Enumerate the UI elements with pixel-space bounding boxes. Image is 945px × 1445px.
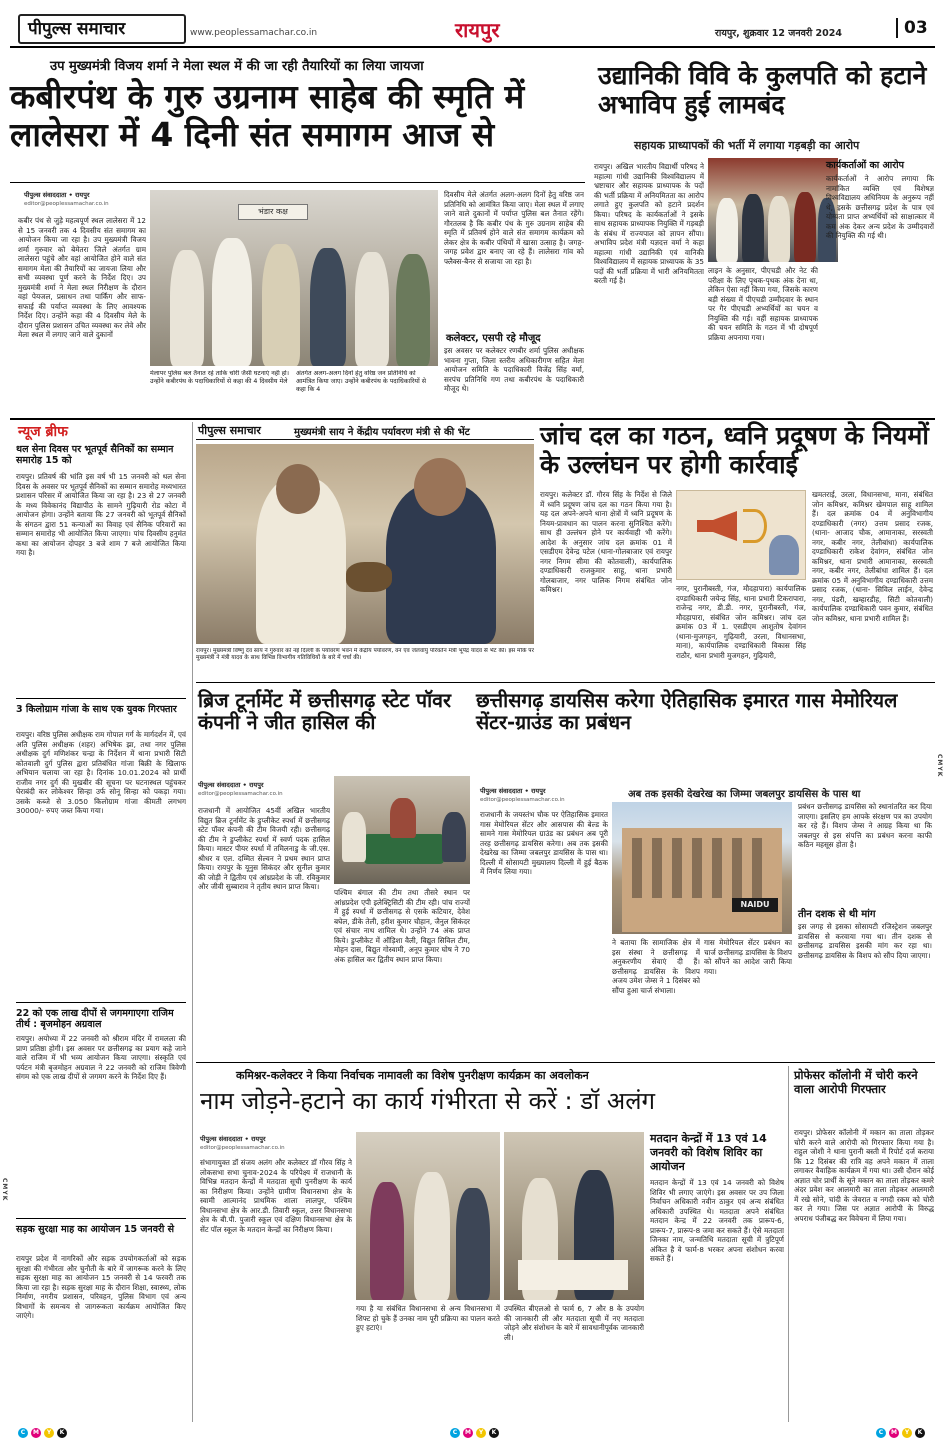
magenta-dot: M — [31, 1428, 41, 1438]
cmyk-marks-center — [450, 1428, 499, 1438]
story1-body-col2: दिवसीय मेले अंतर्गत अलग-अलग दिनों हेतु वरिष्ठ जन प्रतिनिधि को आमंत्रित किया जाए। मेला स्थल में लगाए जाने वाले दुकानों में पर्याप्त पुलिस बल तैनात रहेंगे। गौरतलब है कि कबीर पंथ के गुरु उग्रनाम साहेब की स्मृति में प्रतिवर्ष होने वाले संत समागम कार्यक्रम को लेकर क्षेत्र के कबीर पंथियों में खासा उत्साह है। जगह-जगह प्रवेश द्वार बनाए जा रहे हैं। लालेसरा गांव को फ्लैक्स-बैनर से सजाया जा रहा है। — [444, 190, 584, 266]
person-figure — [262, 244, 300, 366]
story5-body-col2: पश्चिम बंगाल की टीम तथा तीसरे स्थान पर आंध्रप्रदेश एपी इलेक्ट्रिसिटी की टीम रही। पांच राज्यों में हुई स्पर्धा में छत्तीसगढ़ से एसके कटियार, देवेश बघेल, डीके तेली, हरीश कुमार चौहान, जैनुल सिकंदर एवं संचार नाथ शामिल थे। उन्होंने 74 अंक प्राप्त किये। डुप्लीकेट में ऑड़िशा वैली, विद्युत सिविल टीम, मोहन दास, बिद्युत गोस्वामी, अनूप कुमार घोष ने 70 अंक हासिल कर द्वितीय स्थान प्राप्त किया। — [334, 888, 470, 964]
story7-byline: पीपुल्स संवाददाता • रायपुर — [200, 1135, 266, 1143]
story7-body-col2: गया है या संबंधित विधानसभा से अन्य विधानसभा में शिफ्ट हो चुके हैं उनका नाम पूरी प्रक्रिया का पालन करते हुए हटाएं। — [356, 1304, 500, 1332]
register-table — [518, 1260, 628, 1290]
cm-head — [276, 464, 320, 514]
black-dot: K — [489, 1428, 499, 1438]
story1-body-col1: कबीर पंथ से जुड़े महत्वपूर्ण स्थल लालेसरा में 12 से 15 जनवरी तक 4 दिवसीय संत समागम का आयोजन किया जा रहा है। उप मुख्यमंत्री विजय शर्मा गुरुवार को बेमेतरा जिले अंतर्गत ग्राम लालेसरा पहुंचे और वहां आयोजित होने वाले संत समागम मेला की तैयारियों का जायजा लिया और सभी व्यवस्था पूर्ण करने के निर्देश दिए। उप मुख्यमंत्री शर्मा ने मेला स्थल निरीक्षण के दौरान वहां पेयजल, प्रसाधन तथा पार्किंग और साफ-सफाई की पर्याप्त व्यवस्था के लिए आवश्यक निर्देश दिए। उन्होंने कहा की 4 दिवसीय मेले के दौरान पुलिस प्रशासन उचित व्यवस्था कर लेवे और मेला स्थल में लगाए जाने वाले दुकानों — [18, 216, 146, 339]
story6-body-col3: गास मेमोरियल सेंटर प्रबंधन का चार्ज छत्तीसगढ़ डायसिस के विशप को सौंपने का आदेश जारी किया गया। — [704, 938, 792, 976]
story3-banner-brand: पीपुल्स समाचार — [198, 424, 261, 437]
story5-byline: पीपुल्स संवाददाता • रायपुर — [198, 781, 264, 789]
person-figure — [310, 248, 346, 366]
story6-body-col2: ने बताया कि सामाजिक क्षेत्र में इस संस्था ने छत्तीसगढ़ में अनुकरणीय सेवाएं दी हैं। छत्तीसगढ़ डायसिस के विशप अजय उमेश जेम्स ने 1 दिसंबर को सौंपा हुआ चार्ज संभाला। — [612, 938, 700, 995]
story1-byline: पीपुल्स संवाददाता • रायपुर — [24, 191, 90, 199]
masthead — [0, 0, 945, 48]
story6-deck: अब तक इसकी देखरेख का जिम्मा जबलपुर डायसिस के पास था — [628, 789, 861, 800]
crowd-figure — [769, 535, 799, 575]
story-kabirpanth — [10, 54, 590, 416]
building-windows — [632, 838, 772, 898]
story4-illustration — [676, 490, 806, 580]
yellow-dot: Y — [476, 1428, 486, 1438]
story3-banner-title: मुख्यमंत्री साय ने केंद्रीय पर्यावरण मंत्री से की भेंट — [294, 427, 470, 438]
official-figure — [456, 1188, 490, 1300]
story2-sidebar — [826, 158, 934, 412]
story4-body-col3: खमतराई, उरला, विधानसभा, माना, संबंधित जोन कमिश्नर, कमिश्नर खेमपाल साहू शामिल हैं। दल क्रमांक 04 में अनुविभागीय दण्डाधिकारी (नगर) उत्तम प्रसाद रजक, (थाना- आजाद चौक, आमानाका, सरस्वती नगर, कबीर नगर, तेलीबांधा) कार्यपालिक दण्डाधिकारी राकेश देवांगन, संबंधित जोन कमिश्नर, थाना प्रभारी आमानाका, सरस्वती नगर, कबीर नगर, तेलीबांधा शामिल हैं। दल क्रमांक 05 में अनुविभागीय दण्डाधिकारी उत्तम प्रसाद रजक, (थाना- सिविल लाईन, देवेन्द्र नगर, पंडरी, खम्हारडीह, सिटी कोतवाली) कार्यपालिक दण्डाधिकारी पवन कुमार, संबंधित जोन कमिश्नर, थाना प्रभारी शामिल हैं। — [812, 490, 933, 623]
brief2-head: 3 किलोग्राम गांजा के साथ एक युवक गिरफ्तार — [16, 704, 177, 715]
story6-photo — [612, 802, 792, 934]
story5-headline: ब्रिज टूर्नामेंट में छत्तीसगढ़ स्टेट पॉवर कंपनी ने जीत हासिल की — [198, 689, 451, 735]
magenta-dot: M — [463, 1428, 473, 1438]
story6-byline: पीपुल्स संवाददाता • रायपुर — [480, 787, 546, 795]
story6-subhead: तीन दशक से थी मांग — [798, 909, 876, 920]
news-briefs — [10, 422, 190, 1422]
official-figure — [370, 1182, 404, 1300]
story3-caption: रायपुर। मुख्यमंत्री विष्णु देव साय ने गुरुवार को नई दिल्ली के पर्यावरण भवन में केंद्रीय पर्यावरण, वन एवं जलवायु परिवर्तन मंत्री भूपेंद्र यादव से भेंट की। इस मौके पर मुख्यमंत्री ने मंत्री यादव के साथ विभिन्न विभागीय गतिविधियों के बारे में चर्चा की। — [196, 648, 534, 662]
registration-label-left: CMYK — [1, 1178, 8, 1202]
story7-photo-right — [504, 1132, 644, 1300]
card-table — [364, 834, 444, 864]
story1-caption-right: अंतर्गत अलग-अलग दिनों हेतु वरिष्ठ जन प्रतिनिधि को आमंत्रित किया जाए। उन्होंने कबीरपंथ के पदाधिकारियों से कहा कि 4 — [296, 370, 426, 393]
brief3-body: रायपुर। अयोध्या में 22 जनवरी को श्रीराम मंदिर में रामलला की प्राण प्रतिष्ठा होगी। इस अवसर पर छत्तीसगढ़ का प्रयाग कहे जाने वाले राजिम में भी भव्य आयोजन किया जाएगा। संस्कृति एवं पर्यटन मंत्री बृजमोहन अग्रवाल ने 22 जनवरी को राजिम त्रिवेणी संगम को एक लाख दीपों से जगमग करने के निर्देश दिए हैं। — [16, 1034, 186, 1081]
story6-headline: छत्तीसगढ़ डायसिस करेगा ऐतिहासिक इमारत गास मेमोरियल सेंटर-ग्राउंड का प्रबंधन — [476, 689, 898, 735]
story6-body-col1: राजधानी के जयस्तंभ चौक पर ऐतिहासिक इमारत गास मेमोरियल सेंटर और आसपास की बेल्ड के सामने गास मेमोरियल ग्राउंड का प्रबंधन अब पूरी तरह छत्तीसगढ़ डायसिस करेगा। अब तक इसकी देखरेख का जिम्मा जबलपुर डायसिस के पास था। दिल्ली में सोसायटी मुख्यालय दिल्ली में हुई बैठक में निर्णय लिया गया। — [480, 810, 608, 876]
story6-body-col5: इस जगह से इसका सोसायटी रजिस्ट्रेशन जबलपुर डायसिस से करवाया गया था। तीन दशक से छत्तीसगढ़ डायसिस इसकी मांग कर रहा था। छत्तीसगढ़ डायसिस के विशप को सौंप दिया जाएगा। — [798, 922, 932, 960]
minister-head — [414, 458, 466, 516]
story5-body-col1: राजधानी में आयोजित 45वीं अखिल भारतीय विद्युत ब्रिज टूर्नामेंट के डुप्लीकेट स्पर्धा में छत्तीसगढ़ स्टेट पॉवर कंपनी की टीम विजयी रही। छत्तीसगढ़ की टीम ने डुप्लीकेट स्पर्धा में स्वर्ण पदक हासिल किया। मास्टर पीयर स्पर्धा में तमिलनाडु के जी.एस. श्रीधर व एल. दम्मित सेल्वन ने प्रथम स्थान प्राप्त किया। रायपुर के यूनुस सिकंदर और सुनील कुमार की जोड़ी ने द्वितीय एवं आंध्रप्रदेश के जी. रविकुमार और जीवी सुब्बाराव ने तृतीय स्थान प्राप्त किया। — [198, 806, 330, 891]
story3-banner — [196, 422, 534, 440]
story6-body-col4: प्रबंधन छत्तीसगढ़ डायसिस को स्थानांतरित कर दिया जाएगा। इसलिए हम आपके संरक्षण पत्र का उपयोग कर रहे हैं। विशप जेम्स ने आग्रह किया था कि जबलपुर से इस संपत्ति का प्रबंधन करना काफी कठिन महसूस होता है। — [798, 802, 932, 849]
story5-photo — [334, 776, 470, 884]
protester-figure — [794, 192, 816, 262]
player-figure — [390, 798, 416, 838]
story1-subhead: कलेक्टर, एसपी रहे मौजूद — [446, 333, 541, 344]
section-city: रायपुर — [455, 18, 500, 42]
column-rule — [788, 1066, 789, 1422]
story1-rule — [10, 182, 585, 183]
brief3-head: 22 को एक लाख दीपों से जगमगाएगा राजिम तीर्थ : बृजमोहन अग्रवाल — [16, 1008, 174, 1031]
protester-figure — [716, 198, 738, 262]
protester-figure — [768, 196, 790, 262]
story1-body-col3: इस अवसर पर कलेक्टर रणबीर शर्मा पुलिस अधीक्षक भावना गुप्ता, जिला स्तरीय अधिकारीगण सहित मेला आयोजन समिति के पदाधिकारी विजेंद्र सिंह वर्मा, सरपंच प्रतिनिधि गण तथा कबीरपंथ के पदाधिकारी मौजूद थे। — [444, 346, 584, 393]
story7-email[interactable]: editor@peoplessamachar.co.in — [200, 1145, 285, 1151]
cyan-dot: C — [450, 1428, 460, 1438]
registration-label-right: CMYK — [936, 754, 943, 778]
page-number: 03 — [896, 18, 928, 38]
cmyk-marks-left — [18, 1428, 67, 1438]
story8-body: रायपुर। प्रोफेसर कॉलोनी में मकान का ताला तोड़कर चोरी करने वाले आरोपी को गिरफ्तार किया गया है। राहुल जोशी ने थाना पुरानी बस्ती में रिपोर्ट दर्ज कराया कि 12 दिसंबर की रात्रि वह अपने मकान में ताला लगाकर वैवाहिक कार्यक्रम में गया था। उसी दौरान कोई अज्ञात चोर प्रार्थी के सूने मकान का ताला तोड़कर कमरे अंदर प्रवेश कर आलमारी का ताला तोड़कर आलमारी में रखे सोने, चांदी के जेवरात व नगदी रकम को चोरी कर ले गया। जिस पर अज्ञात आरोपी के विरुद्ध अपराध पंजीबद्ध कर विवेचना में लिया गया। — [794, 1128, 934, 1223]
story1-kicker: उप मुख्यमंत्री विजय शर्मा ने मेला स्थल में की जा रही तैयारियों का लिया जायजा — [50, 59, 424, 74]
story-electoral-roll — [196, 1066, 786, 1422]
sound-wave-icon — [743, 509, 767, 543]
story7-body-col1: संभागायुक्त डॉ संजय अलंग और कलेक्टर डॉ गौरव सिंह ने लोकसभा सभा चुनाव-2024 के परिपेक्ष्य में राजधानी के विभिन्न मतदान केन्द्रों में मतदाता सूची पुनरीक्षण के कार्य का निरीक्षण किया। उन्होंने ग्रामीण विधानसभा क्षेत्र के स्वामी आत्मानंद प्राथमिक शाला लालपुर, पश्चिम विधानसभा क्षेत्र के आर.डी. तिवारी स्कूल, उत्तर विधानसभा क्षेत्र के बी.पी. पुजारी स्कूल एवं दक्षिण विधानसभा क्षेत्र के सेंट पॉल स्कूल के मतदान केन्द्रों का निरीक्षण किया। — [200, 1158, 352, 1234]
story5-email[interactable]: editor@peoplessamachar.co.in — [198, 791, 283, 797]
story-gass-memorial — [476, 686, 935, 1060]
person-figure — [355, 252, 389, 366]
story2-photo — [708, 158, 838, 262]
cyan-dot: C — [18, 1428, 28, 1438]
brief-divider — [16, 698, 186, 699]
official-figure — [414, 1172, 450, 1300]
story7-side-head: मतदान केन्द्रों में 13 एवं 14 जनवरी को विशेष शिविर का आयोजन — [650, 1132, 767, 1173]
story6-email[interactable]: editor@peoplessamachar.co.in — [480, 797, 565, 803]
player-figure — [342, 812, 366, 862]
brief-divider — [16, 1002, 186, 1003]
story-bridge-tournament — [196, 686, 472, 1060]
story2-side-body: कार्यकर्ताओं ने आरोप लगाया कि नामांकित व्यक्ति एवं विशेषज्ञ विश्वविद्यालय अधिनियम के अनुरूप नहीं थे, इसके छत्तीसगढ़ प्रदेश के पात्र एवं योग्यता प्राप्त अभ्यर्थियों को साक्षात्कार में कम अंक देकर अन्य प्रदेश के उम्मीदवारों की नियुक्ति की गई थी। — [826, 174, 934, 240]
story1-email[interactable]: editor@peoplessamachar.co.in — [24, 201, 109, 207]
story1-caption-left: मेलापर पुलिस बल तैनात रहे ताकि चोरी जैसी घटनाएं नहीं हो। उन्होंने कबीरपंथ के पदाधिकारियों से कहा की 4 दिवसीय मेले — [150, 370, 290, 385]
dateline: रायपुर, शुक्रवार 12 जनवरी 2024 — [715, 28, 842, 39]
story7-body-col3: उपस्थित बीएलओ से फार्म 6, 7 और 8 के उपयोग की जानकारी ली और मतदाता सूची में नए मतदाता जोड़ने और संशोधन के बारे में सावधानीपूर्वक जानकारी ली। — [504, 1304, 644, 1342]
store-sign: भंडार कक्ष — [238, 204, 308, 220]
story4-body-col2: नगर, पुरानीबस्ती, गंज, मौदहापारा) कार्यपालिक दण्डाधिकारी जयेन्द्र सिंह, थाना प्रभारी टिकरापारा, राजेन्द्र नगर, डी.डी. नगर, पुरानीबस्ती, गंज, मौदहापारा, संबंधित जोन कमिश्नर। जांच दल क्रमांक 03 में 1. एसडीएम आशुतोष देवांगन (थाना-मुजगहन, गुढ़ियारी, उरला, विधानसभा, माना), कार्यपालिक दण्डाधिकारी विकास सिंह राठौर, थाना प्रभारी मुजगहन, गुढ़ियारी, — [676, 584, 806, 660]
person-figure — [212, 238, 252, 366]
magenta-dot: M — [889, 1428, 899, 1438]
person-figure — [396, 254, 430, 366]
brief4-body: रायपुर प्रदेश में नागरिकों और सड़क उपयोगकर्ताओं को सड़क सुरक्षा की गंभीरता और चुनौती के बारे में जागरूक करने के लिए सड़क सुरक्षा माह का आयोजन 15 जनवरी से 14 फरवरी तक किया जा रहा है। सड़क सुरक्षा माह के दौरान शिक्षा, स्वास्थ्य, लोक निर्माण, नगरीय प्रशासन, परिवहन, पुलिस विभाग एवं अन्य विभागों के समन्वय से जागरूकता कार्यक्रम आयोजित किए जाएंगे। — [16, 1254, 186, 1320]
briefs-column-rule — [192, 422, 193, 1422]
story2-body-col2: लाइन के अनुसार, पीएचडी और नेट की परीक्षा के लिए पृथक-पृथक अंक देना था, लेकिन ऐसा नहीं किया गया, जिसके कारण बड़ी संख्या में पीएचडी उम्मीदवार के स्थान पर गैर पीएचडी अभ्यर्थियों का चयन व नियुक्ति की गई। वहीं सहायक प्राध्यापक की चयन समिति के गठन में भी दोषपूर्ण प्रक्रिया अपनाया गया। — [708, 266, 818, 342]
story7-photo-left — [356, 1132, 500, 1300]
story-cm-meeting — [196, 422, 536, 680]
loudspeaker-icon — [697, 511, 737, 541]
black-dot: K — [57, 1428, 67, 1438]
story1-photo — [150, 190, 438, 366]
row-divider — [196, 682, 935, 683]
brand-logo: पीपुल्स समाचार — [18, 14, 186, 44]
brief-divider — [16, 1218, 186, 1219]
cyan-dot: C — [876, 1428, 886, 1438]
story4-body-col1: रायपुर। कलेक्टर डॉ. गौरव सिंह के निर्देश से जिले में ध्वनि प्रदूषण जांच दल का गठन किया गया है। यह दल अपने-अपने थाना क्षेत्रों में ध्वनि प्रदूषण के नियम-प्रावधान का पालन करना सुनिश्चित करेंगे। साथ ही उल्लंघन होने पर कार्यवाही भी करेंगे। आदेश के अनुसार जांच दल क्रमांक 01 में एसडीएम देवेन्द्र पटेल (थाना-गोलबाजार एवं रायपुर नगर निगम सीमा की कोतवाली), कार्यपालिक दण्डाधिकारी राजकुमार साहू, थाना प्रभारी गोलबाजार, नगर पालिक निगम संबंधित जोन कमिश्नर। — [540, 490, 672, 594]
player-figure — [442, 812, 466, 862]
row-divider — [10, 418, 935, 420]
story7-kicker: कमिश्नर-कलेक्टर ने किया निर्वाचक नामावली का विशेष पुनरीक्षण कार्यक्रम का अवलोकन — [236, 1069, 589, 1082]
person-figure — [170, 250, 204, 366]
story3-photo — [196, 444, 534, 644]
brief4-head: सड़क सुरक्षा माह का आयोजन 15 जनवरी से — [16, 1224, 175, 1235]
story1-headline: कबीरपंथ के गुरु उग्रनाम साहेब की स्मृति में लालेसरा में 4 दिनी संत समागम आज से — [10, 77, 525, 154]
story2-headline: उद्यानिकी विवि के कुलपति को हटाने अभाविप हुई लामबंद — [598, 61, 927, 119]
story-theft-arrest — [792, 1066, 935, 1422]
story2-body-col1: रायपुर। अखिल भारतीय विद्यार्थी परिषद ने महात्मा गांधी उद्यानिकी विश्वविद्यालय में भ्रष्टाचार और सहायक प्राध्यापक के पदों की भर्ती प्रक्रिया में अनियमितता का आरोप लगाते हुए कुलपति को हटाने प्रदर्शन किया। परिषद के कार्यकर्ताओं ने इसके साथ सहायक प्राध्यापक नियुक्ति में गड़बड़ी के संबंध में राज्यपाल को ज्ञापन सौंपा। अभाविप प्रदेश मंत्री यज्ञदत्त वर्मा ने कहा महात्मा गांधी उद्यानिकी एवं वानिकी विश्वविद्यालय में सहायक प्राध्यापक के 35 पदों की भर्ती प्रक्रिया में भारी अनियमितता बरती गई है। — [594, 162, 704, 285]
yellow-dot: Y — [44, 1428, 54, 1438]
story-vice-chancellor — [594, 54, 935, 416]
brief2-body: रायपुर। वरिष्ठ पुलिस अधीक्षक राम गोपाल गर्ग के मार्गदर्शन में, एवं अति पुलिस अधीक्षक (शहर) अभिषेक झा, तथा नगर पुलिस अधीक्षक दुर्ग मणिशंकर चन्द्रा के निर्देशन में थाना प्रभारी सिटी कोतवाली दुर्ग पुलिस द्वारा प्रतिबंधित गांजा बिक्री के खिलाफ अभियान चलाया जा रहा है। दिनांक 10.01.2024 को प्रार्थी राजीव नगर दुर्ग की मुखबीर की सूचना पर घटनास्थल पहुंचकर घेराबंदी कर लोकेश्वर सिन्हा उर्फ सोनू सिन्हा को पकड़ा गया। उसके कब्जे से 3.050 किलोग्राम गांजा कीमती लगभग 30000/- रुपए जब्त किया गया। — [16, 730, 186, 815]
story7-headline: नाम जोड़ने-हटाने का कार्य गंभीरता से करें : डॉ अलंग — [200, 1087, 656, 1115]
site-url[interactable]: www.peoplessamachar.co.in — [190, 28, 318, 38]
story-noise-pollution — [540, 422, 935, 680]
masthead-rule — [10, 46, 935, 48]
story7-sidebar — [650, 1132, 784, 1420]
building-sign: NAIDU — [732, 898, 778, 912]
black-dot: K — [915, 1428, 925, 1438]
briefs-label: न्यूज ब्रीफ — [18, 424, 68, 440]
story8-headline: प्रोफेसर कॉलोनी में चोरी करने वाला आरोपी गिरफ्तार — [794, 1068, 918, 1097]
row-divider — [196, 1062, 935, 1063]
gift-object — [346, 562, 392, 592]
brief1-body: रायपुर। प्रतिवर्ष की भांति इस वर्ष भी 15 जनवरी को थल सेना दिवस के अवसर पर भूतपूर्व सैनिकों का सम्मान समारोह मध्यभारत प्रशासन परिसर में आयोजित किया जा रहा है। 23 से 27 जनवरी के मध्य विवेकानंद विद्यापीठ के सामने गुढ़ियारी रोड कोटा में आयोजन होगा। उन्होंने बताया कि 27 जनवरी को भूतपूर्व सैनिकों के संगठन द्वारा 51 कन्याओं का विवाह एवं सैनिक परिवारों का सम्मान समारोह भी आयोजित किया जाएगा। पांच दिवसीय हनुमंत कथा का आयोजन दोपहर 3 बजे शाम 7 बजे आयोजित किया गया है। — [16, 472, 186, 557]
story2-deck: सहायक प्राध्यापकों की भर्ती में लगाया गड़बड़ी का आरोप — [634, 139, 860, 152]
story2-side-head: कार्यकर्ताओं का आरोप — [826, 160, 904, 171]
story7-side-body: मतदान केन्द्रों में 13 एवं 14 जनवरी को विशेष शिविर भी लगाए जाएंगे। इस अवसर पर उप जिला निर्वाचन अधिकारी नवीन ठाकुर एवं अन्य संबंधित अधिकारी उपस्थित थे। मतदाता अपने संबंधित मतदान केन्द्र में 22 जनवरी तक प्रारूप-6, प्रारूप-7, प्रारूप-8 जमा कर सकते हैं। ऐसे मतदाता जिनका नाम, जन्मतिथि मतदाता सूची में त्रुटिपूर्ण अंकित है वे फार्म-8 भरकर अपना संशोधन करवा सकते हैं। — [650, 1178, 784, 1263]
yellow-dot: Y — [902, 1428, 912, 1438]
story4-headline: जांच दल का गठन, ध्वनि प्रदूषण के नियमों के उल्लंघन पर होगी कार्रवाई — [540, 421, 929, 479]
brief1-head: थल सेना दिवस पर भूतपूर्व सैनिकों का सम्मान समारोह 15 को — [16, 444, 174, 467]
cmyk-marks-right — [876, 1428, 925, 1438]
protester-figure — [742, 194, 764, 262]
